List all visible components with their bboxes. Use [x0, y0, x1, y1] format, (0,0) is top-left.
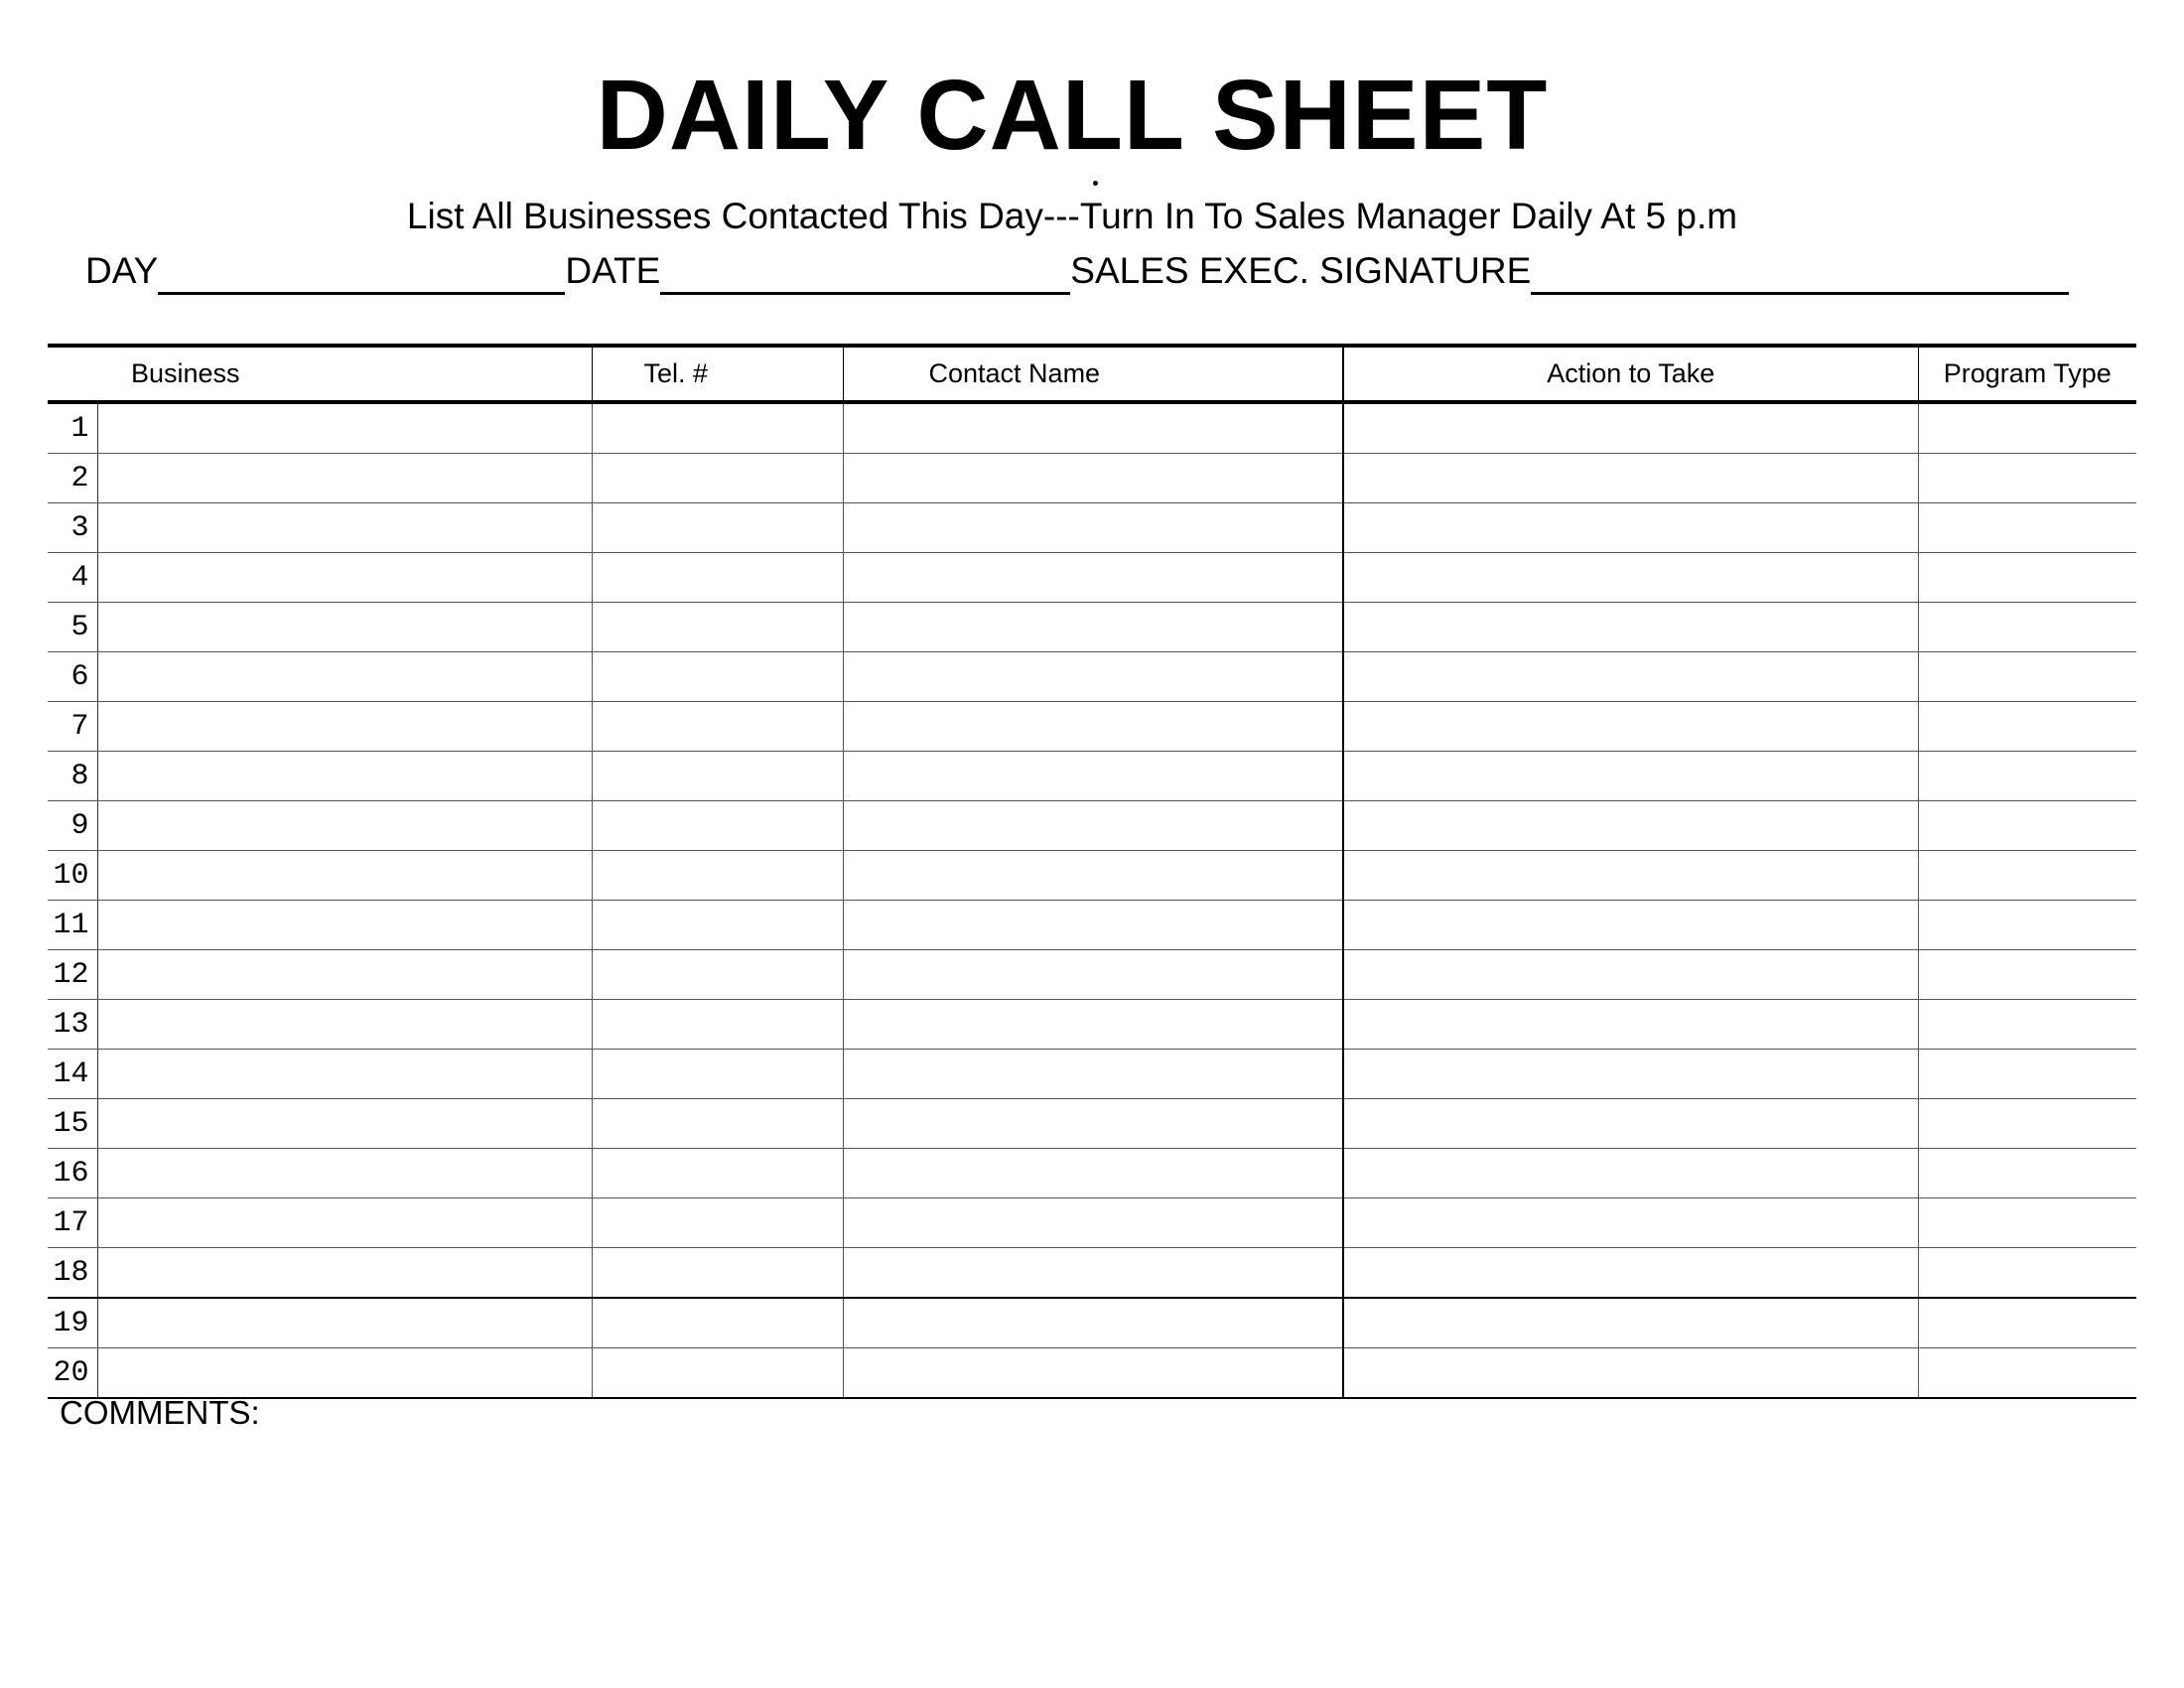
program-type-cell[interactable]: [1918, 553, 2136, 603]
row-number: 13: [48, 1000, 97, 1050]
program-type-cell[interactable]: [1918, 851, 2136, 901]
contact-name-cell[interactable]: [843, 1000, 1343, 1050]
column-header-contact-name: Contact Name: [843, 346, 1343, 402]
table-row: [48, 402, 2136, 454]
program-type-cell[interactable]: [1918, 402, 2136, 454]
action-cell[interactable]: [1343, 652, 1918, 702]
action-cell[interactable]: [1343, 901, 1918, 950]
column-header-tel: Tel. #: [592, 346, 843, 402]
action-cell[interactable]: [1343, 402, 1918, 454]
column-header-business: Business: [48, 346, 592, 402]
program-type-cell[interactable]: [1918, 1000, 2136, 1050]
contact-name-cell[interactable]: [843, 901, 1343, 950]
program-type-cell[interactable]: [1918, 652, 2136, 702]
tel-cell[interactable]: [592, 553, 843, 603]
contact-name-cell[interactable]: [843, 652, 1343, 702]
column-header-program-type: Program Type: [1918, 346, 2136, 402]
row-number: 2: [48, 454, 97, 503]
day-field[interactable]: [158, 248, 565, 295]
row-number: 18: [48, 1248, 97, 1299]
signature-label: SALES EXEC. SIGNATURE: [1070, 250, 1532, 291]
header-fields: [85, 245, 2069, 295]
action-cell[interactable]: [1343, 1248, 1918, 1299]
table-row: [48, 752, 2136, 801]
stray-dot: [1093, 181, 1098, 186]
contact-name-cell[interactable]: [843, 752, 1343, 801]
program-type-cell[interactable]: [1918, 1298, 2136, 1348]
program-type-cell[interactable]: [1918, 901, 2136, 950]
row-number: 17: [48, 1198, 97, 1248]
row-number: 14: [48, 1050, 97, 1099]
table-row: [48, 603, 2136, 652]
business-cell[interactable]: [97, 603, 592, 652]
row-number: 19: [48, 1298, 97, 1348]
row-number: 16: [48, 1149, 97, 1198]
action-cell[interactable]: [1343, 1050, 1918, 1099]
program-type-cell[interactable]: [1918, 503, 2136, 553]
signature-field[interactable]: [1531, 248, 2069, 295]
row-number: 12: [48, 950, 97, 1000]
action-cell[interactable]: [1343, 1149, 1918, 1198]
contact-name-cell[interactable]: [843, 702, 1343, 752]
table-row: [48, 950, 2136, 1000]
action-cell[interactable]: [1343, 1298, 1918, 1348]
program-type-cell[interactable]: [1918, 1348, 2136, 1399]
program-type-cell[interactable]: [1918, 950, 2136, 1000]
business-cell[interactable]: [97, 1348, 592, 1399]
contact-name-cell[interactable]: [843, 454, 1343, 503]
business-cell[interactable]: [97, 1149, 592, 1198]
call-log-table: [48, 344, 2136, 1399]
program-type-cell[interactable]: [1918, 801, 2136, 851]
contact-name-cell[interactable]: [843, 801, 1343, 851]
row-number: 4: [48, 553, 97, 603]
table-header-row: [48, 346, 2136, 402]
table-row: [48, 801, 2136, 851]
action-cell[interactable]: [1343, 1348, 1918, 1399]
business-cell[interactable]: [97, 851, 592, 901]
row-number: 8: [48, 752, 97, 801]
business-cell[interactable]: [97, 950, 592, 1000]
business-cell[interactable]: [97, 752, 592, 801]
column-header-action: Action to Take: [1343, 346, 1918, 402]
table-row: [48, 1248, 2136, 1299]
table-row: [48, 1198, 2136, 1248]
action-cell[interactable]: [1343, 752, 1918, 801]
row-number: 1: [48, 402, 97, 454]
tel-cell[interactable]: [592, 603, 843, 652]
program-type-cell[interactable]: [1918, 1248, 2136, 1299]
row-number: 15: [48, 1099, 97, 1149]
tel-cell[interactable]: [592, 1198, 843, 1248]
tel-cell[interactable]: [592, 1099, 843, 1149]
program-type-cell[interactable]: [1918, 1099, 2136, 1149]
tel-cell[interactable]: [592, 1000, 843, 1050]
table-row: [48, 454, 2136, 503]
table-row: [48, 702, 2136, 752]
action-cell[interactable]: [1343, 603, 1918, 652]
row-number: 10: [48, 851, 97, 901]
table-row: [48, 1298, 2136, 1348]
program-type-cell[interactable]: [1918, 1149, 2136, 1198]
business-cell[interactable]: [97, 454, 592, 503]
table-row: [48, 1099, 2136, 1149]
tel-cell[interactable]: [592, 1149, 843, 1198]
business-cell[interactable]: [97, 702, 592, 752]
contact-name-cell[interactable]: [843, 1050, 1343, 1099]
contact-name-cell[interactable]: [843, 1099, 1343, 1149]
table-row: [48, 553, 2136, 603]
business-cell[interactable]: [97, 503, 592, 553]
table-row: [48, 1149, 2136, 1198]
business-cell[interactable]: [97, 553, 592, 603]
contact-name-cell[interactable]: [843, 851, 1343, 901]
program-type-cell[interactable]: [1918, 1198, 2136, 1248]
tel-cell[interactable]: [592, 503, 843, 553]
action-cell[interactable]: [1343, 1198, 1918, 1248]
row-number: 9: [48, 801, 97, 851]
date-label: DATE: [565, 250, 661, 291]
action-cell[interactable]: [1343, 851, 1918, 901]
program-type-cell[interactable]: [1918, 702, 2136, 752]
table-row: [48, 851, 2136, 901]
day-label: DAY: [85, 250, 159, 291]
table-row: [48, 901, 2136, 950]
table-row: [48, 652, 2136, 702]
row-number: 5: [48, 603, 97, 652]
action-cell[interactable]: [1343, 801, 1918, 851]
tel-cell[interactable]: [592, 1298, 843, 1348]
comments-label: COMMENTS:: [60, 1394, 260, 1431]
action-cell[interactable]: [1343, 950, 1918, 1000]
row-number: 20: [48, 1348, 97, 1399]
contact-name-cell[interactable]: [843, 950, 1343, 1000]
action-cell[interactable]: [1343, 1099, 1918, 1149]
tel-cell[interactable]: [592, 901, 843, 950]
business-cell[interactable]: [97, 1000, 592, 1050]
tel-cell[interactable]: [592, 851, 843, 901]
contact-name-cell[interactable]: [843, 1149, 1343, 1198]
program-type-cell[interactable]: [1918, 603, 2136, 652]
instructions-subtitle: List All Businesses Contacted This Day---Turn In To Sales Manager Daily At 5 p.m: [406, 196, 1738, 236]
contact-name-cell[interactable]: [843, 1348, 1343, 1399]
tel-cell[interactable]: [592, 454, 843, 503]
table-row: [48, 1000, 2136, 1050]
action-cell[interactable]: [1343, 454, 1918, 503]
tel-cell[interactable]: [592, 752, 843, 801]
contact-name-cell[interactable]: [843, 603, 1343, 652]
program-type-cell[interactable]: [1918, 752, 2136, 801]
tel-cell[interactable]: [592, 652, 843, 702]
business-cell[interactable]: [97, 901, 592, 950]
tel-cell[interactable]: [592, 1248, 843, 1299]
date-field[interactable]: [660, 248, 1070, 295]
business-cell[interactable]: [97, 1099, 592, 1149]
table-row: [48, 503, 2136, 553]
program-type-cell[interactable]: [1918, 454, 2136, 503]
business-cell[interactable]: [97, 1248, 592, 1299]
contact-name-cell[interactable]: [843, 1198, 1343, 1248]
tel-cell[interactable]: [592, 801, 843, 851]
row-number: 6: [48, 652, 97, 702]
action-cell[interactable]: [1343, 1000, 1918, 1050]
contact-name-cell[interactable]: [843, 1248, 1343, 1299]
contact-name-cell[interactable]: [843, 553, 1343, 603]
action-cell[interactable]: [1343, 553, 1918, 603]
tel-cell[interactable]: [592, 702, 843, 752]
tel-cell[interactable]: [592, 1050, 843, 1099]
business-cell[interactable]: [97, 652, 592, 702]
tel-cell[interactable]: [592, 950, 843, 1000]
business-cell[interactable]: [97, 801, 592, 851]
contact-name-cell[interactable]: [843, 503, 1343, 553]
tel-cell[interactable]: [592, 1348, 843, 1399]
business-cell[interactable]: [97, 402, 592, 454]
row-number: 3: [48, 503, 97, 553]
contact-name-cell[interactable]: [843, 402, 1343, 454]
page-title: DAILY CALL SHEET: [596, 60, 1549, 171]
tel-cell[interactable]: [592, 402, 843, 454]
business-cell[interactable]: [97, 1198, 592, 1248]
action-cell[interactable]: [1343, 702, 1918, 752]
action-cell[interactable]: [1343, 503, 1918, 553]
business-cell[interactable]: [97, 1298, 592, 1348]
contact-name-cell[interactable]: [843, 1298, 1343, 1348]
row-number: 7: [48, 702, 97, 752]
business-cell[interactable]: [97, 1050, 592, 1099]
table-row: [48, 1050, 2136, 1099]
program-type-cell[interactable]: [1918, 1050, 2136, 1099]
row-number: 11: [48, 901, 97, 950]
table-row: [48, 1348, 2136, 1399]
